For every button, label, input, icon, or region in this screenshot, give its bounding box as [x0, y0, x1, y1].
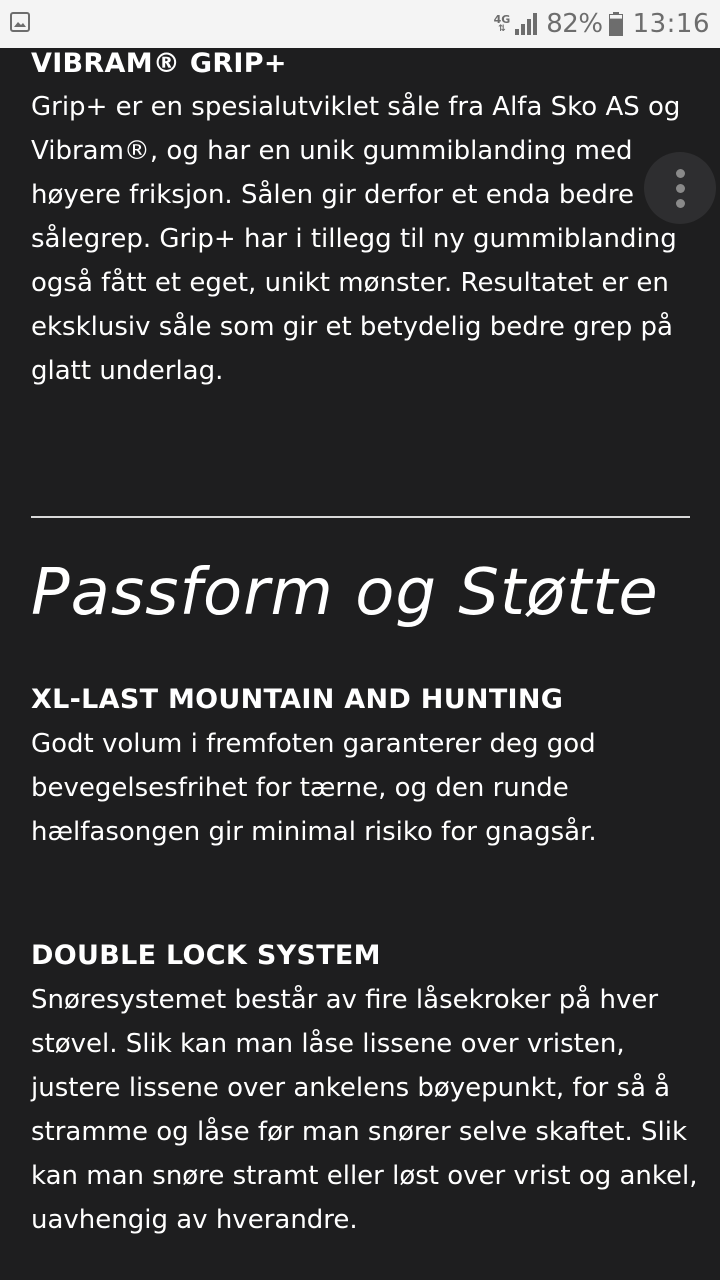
status-indicators: [494, 0, 710, 48]
feature-text-double-lock: Snøresystemet består av fire låsekroker på hver støvel. Slik kan man låse lissene over vristen, justere lissene over ankelens bøyepunkt, for så å stramme og låse før man snører selve skaftet. Slik kan man snøre stramt eller løst over vrist og ankel, uavhengig av hverandre.: [31, 985, 698, 1235]
feature-heading-xl-last: XL-LAST MOUNTAIN AND HUNTING: [31, 684, 564, 715]
section-heading-vibram: VIBRAM® GRIP+: [31, 48, 287, 79]
section-title-fit: Passform og Støtte: [31, 556, 659, 630]
status-bar: [0, 0, 720, 48]
feature-text-xl-last: Godt volum i fremfoten garanterer deg god bevegelsesfrihet for tærne, og den runde hælfasongen gir minimal risiko for gnagsår.: [31, 729, 597, 847]
more-vertical-icon[interactable]: [644, 152, 716, 224]
battery-percent: 82%: [546, 9, 603, 39]
gallery-icon: [10, 12, 30, 32]
section-text-vibram: Grip+ er en spesialutviklet såle fra Alfa Sko AS og Vibram®, og har en unik gummiblanding med høyere friksjon. Sålen gir derfor et enda bedre sålegrep. Grip+ har i tillegg til ny gummiblanding også fått et eget, unikt mønster. Resultatet er en eksklusiv såle som gir et betydelig bedre grep på glatt underlag.: [31, 92, 681, 386]
battery-icon: [609, 12, 623, 36]
menu-dot: [676, 169, 685, 178]
network-indicator: [494, 14, 511, 34]
menu-dot: [676, 184, 685, 193]
section-divider: [31, 516, 690, 518]
page-content: [0, 48, 720, 1280]
clock: 13:16: [632, 9, 710, 39]
menu-dot: [676, 199, 685, 208]
data-arrows-icon: ⇅: [498, 24, 506, 34]
feature-heading-double-lock: DOUBLE LOCK SYSTEM: [31, 940, 381, 971]
network-type: 4G: [493, 13, 511, 26]
signal-icon: [514, 13, 538, 35]
